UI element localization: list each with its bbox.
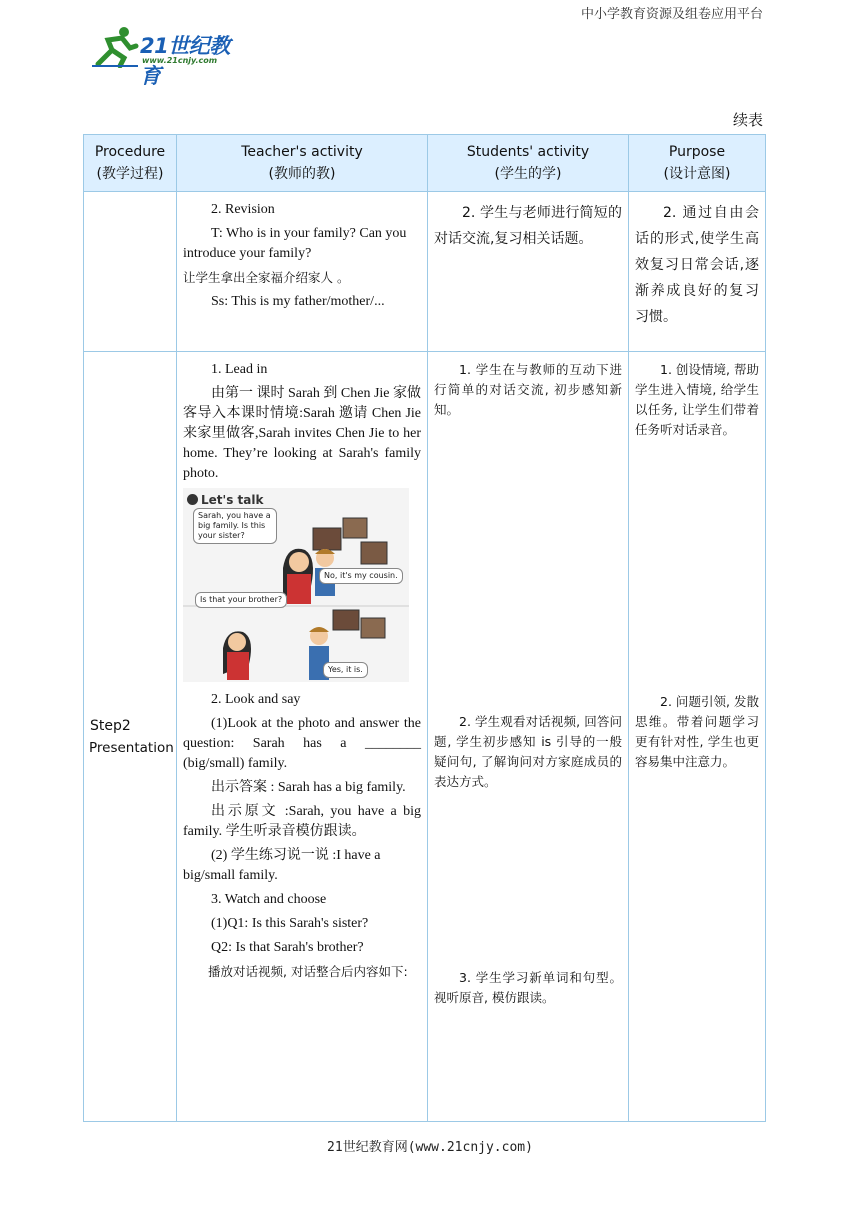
- header-students-zh: (学生的学): [494, 166, 562, 182]
- step-name: Presentation: [89, 739, 174, 756]
- header-procedure-zh: (教学过程): [96, 166, 164, 182]
- watch-heading: 3. Watch and choose: [211, 892, 327, 907]
- look-practice: (2) 学生练习说一说 :I have a big/small family.: [183, 848, 381, 883]
- header-purpose: [629, 135, 766, 192]
- table-row: [84, 192, 766, 352]
- procedure-cell-step2: [84, 352, 177, 1122]
- revision-line3: Ss: This is my father/mother/...: [211, 294, 385, 309]
- look-heading: 2. Look and say: [211, 692, 301, 707]
- header-students-en: Students' activity: [466, 144, 590, 160]
- teacher-cell-revision: [177, 192, 428, 352]
- table-header-row: [84, 135, 766, 192]
- purpose-revision-text: 2. 通过自由会话的形式,使学生高效复习日常会话,逐渐养成良好的复习习惯。: [635, 205, 759, 325]
- students-cell-revision: [428, 192, 629, 352]
- speech-bubble: Sarah, you have a big family. Is this your sister?: [193, 508, 277, 544]
- step-label: [84, 718, 176, 756]
- header-teacher-zh: (教师的教): [268, 166, 336, 182]
- purpose-cell-revision: [629, 192, 766, 352]
- continued-label: 续表: [732, 111, 763, 129]
- purpose-cell-presentation: [629, 352, 766, 1122]
- revision-line2: 让学生拿出全家福介绍家人 。: [183, 270, 350, 285]
- header-procedure: [84, 135, 177, 192]
- header-teacher: [177, 135, 428, 192]
- lesson-table: [83, 134, 766, 1122]
- illustration-title-text: Let's talk: [201, 493, 264, 507]
- students-s3: 3. 学生学习新单词和句型。视听原音, 模仿跟读。: [434, 970, 622, 1005]
- watch-q2: Q2: Is that Sarah's brother?: [211, 940, 364, 955]
- header-procedure-en: Procedure: [94, 144, 166, 160]
- speech-bubble: Yes, it is.: [323, 662, 368, 678]
- logo-brand: 21世纪教育: [140, 34, 230, 88]
- look-question: (1)Look at the photo and answer the question: Sarah has a ________ (big/small) family.: [183, 716, 421, 771]
- watch-q1: (1)Q1: Is this Sarah's sister?: [211, 916, 369, 931]
- revision-line1: T: Who is in your family? Can you introduce your family?: [183, 226, 407, 261]
- students-s1: 1. 学生在与教师的互动下进行简单的对话交流, 初步感知新知。: [434, 362, 622, 417]
- purpose-p2: 2. 问题引领, 发散思维。带着问题学习更有针对性, 学生也更容易集中注意力。: [635, 694, 759, 769]
- header-purpose-zh: (设计意图): [663, 166, 731, 182]
- purpose-p1: 1. 创设情境, 帮助学生进入情境, 给学生以任务, 让学生们带着任务听对话录音。: [635, 362, 759, 437]
- revision-heading: 2. Revision: [211, 202, 275, 217]
- logo: [90, 24, 250, 88]
- look-answer: 出示答案 : Sarah has a big family.: [211, 780, 406, 795]
- teacher-cell-presentation: [177, 352, 428, 1122]
- runner-logo-icon: [90, 24, 140, 68]
- watch-play: 播放对话视频, 对话整合后内容如下:: [208, 964, 408, 979]
- speech-bubble: Is that your brother?: [195, 592, 287, 608]
- logo-url: www.21cnjy.com: [142, 56, 218, 65]
- footer: 21世纪教育网(www.21cnjy.com): [327, 1140, 533, 1155]
- lead-heading: 1. Lead in: [211, 362, 268, 377]
- lead-text: 由第一 课时 Sarah 到 Chen Jie 家做客导入本课时情境:Sarah 邀请 Chen Jie 来家里做客,Sarah invites Chen Jie to her home. They’re looking at Sarah's family photo.: [183, 386, 421, 481]
- header-purpose-en: Purpose: [668, 144, 726, 160]
- students-s2: 2. 学生观看对话视频, 回答问题, 学生初步感知 is 引导的一般疑问句, 了解询问对方家庭成员的表达方式。: [434, 714, 622, 789]
- students-cell-presentation: [428, 352, 629, 1122]
- table-row: [84, 352, 766, 1122]
- speech-bubble: No, it's my cousin.: [319, 568, 403, 584]
- look-original: 出示原文 :Sarah, you have a big family. 学生听录音模仿跟读。: [183, 804, 421, 839]
- students-revision-text: 2. 学生与老师进行简短的对话交流,复习相关话题。: [434, 205, 622, 247]
- procedure-cell-empty: [84, 192, 177, 352]
- step-number: Step2: [90, 717, 131, 734]
- header-teacher-en: Teacher's activity: [241, 144, 363, 160]
- lets-talk-illustration: [183, 488, 409, 682]
- platform-name: 中小学教育资源及组卷应用平台: [580, 7, 763, 22]
- header-students: [428, 135, 629, 192]
